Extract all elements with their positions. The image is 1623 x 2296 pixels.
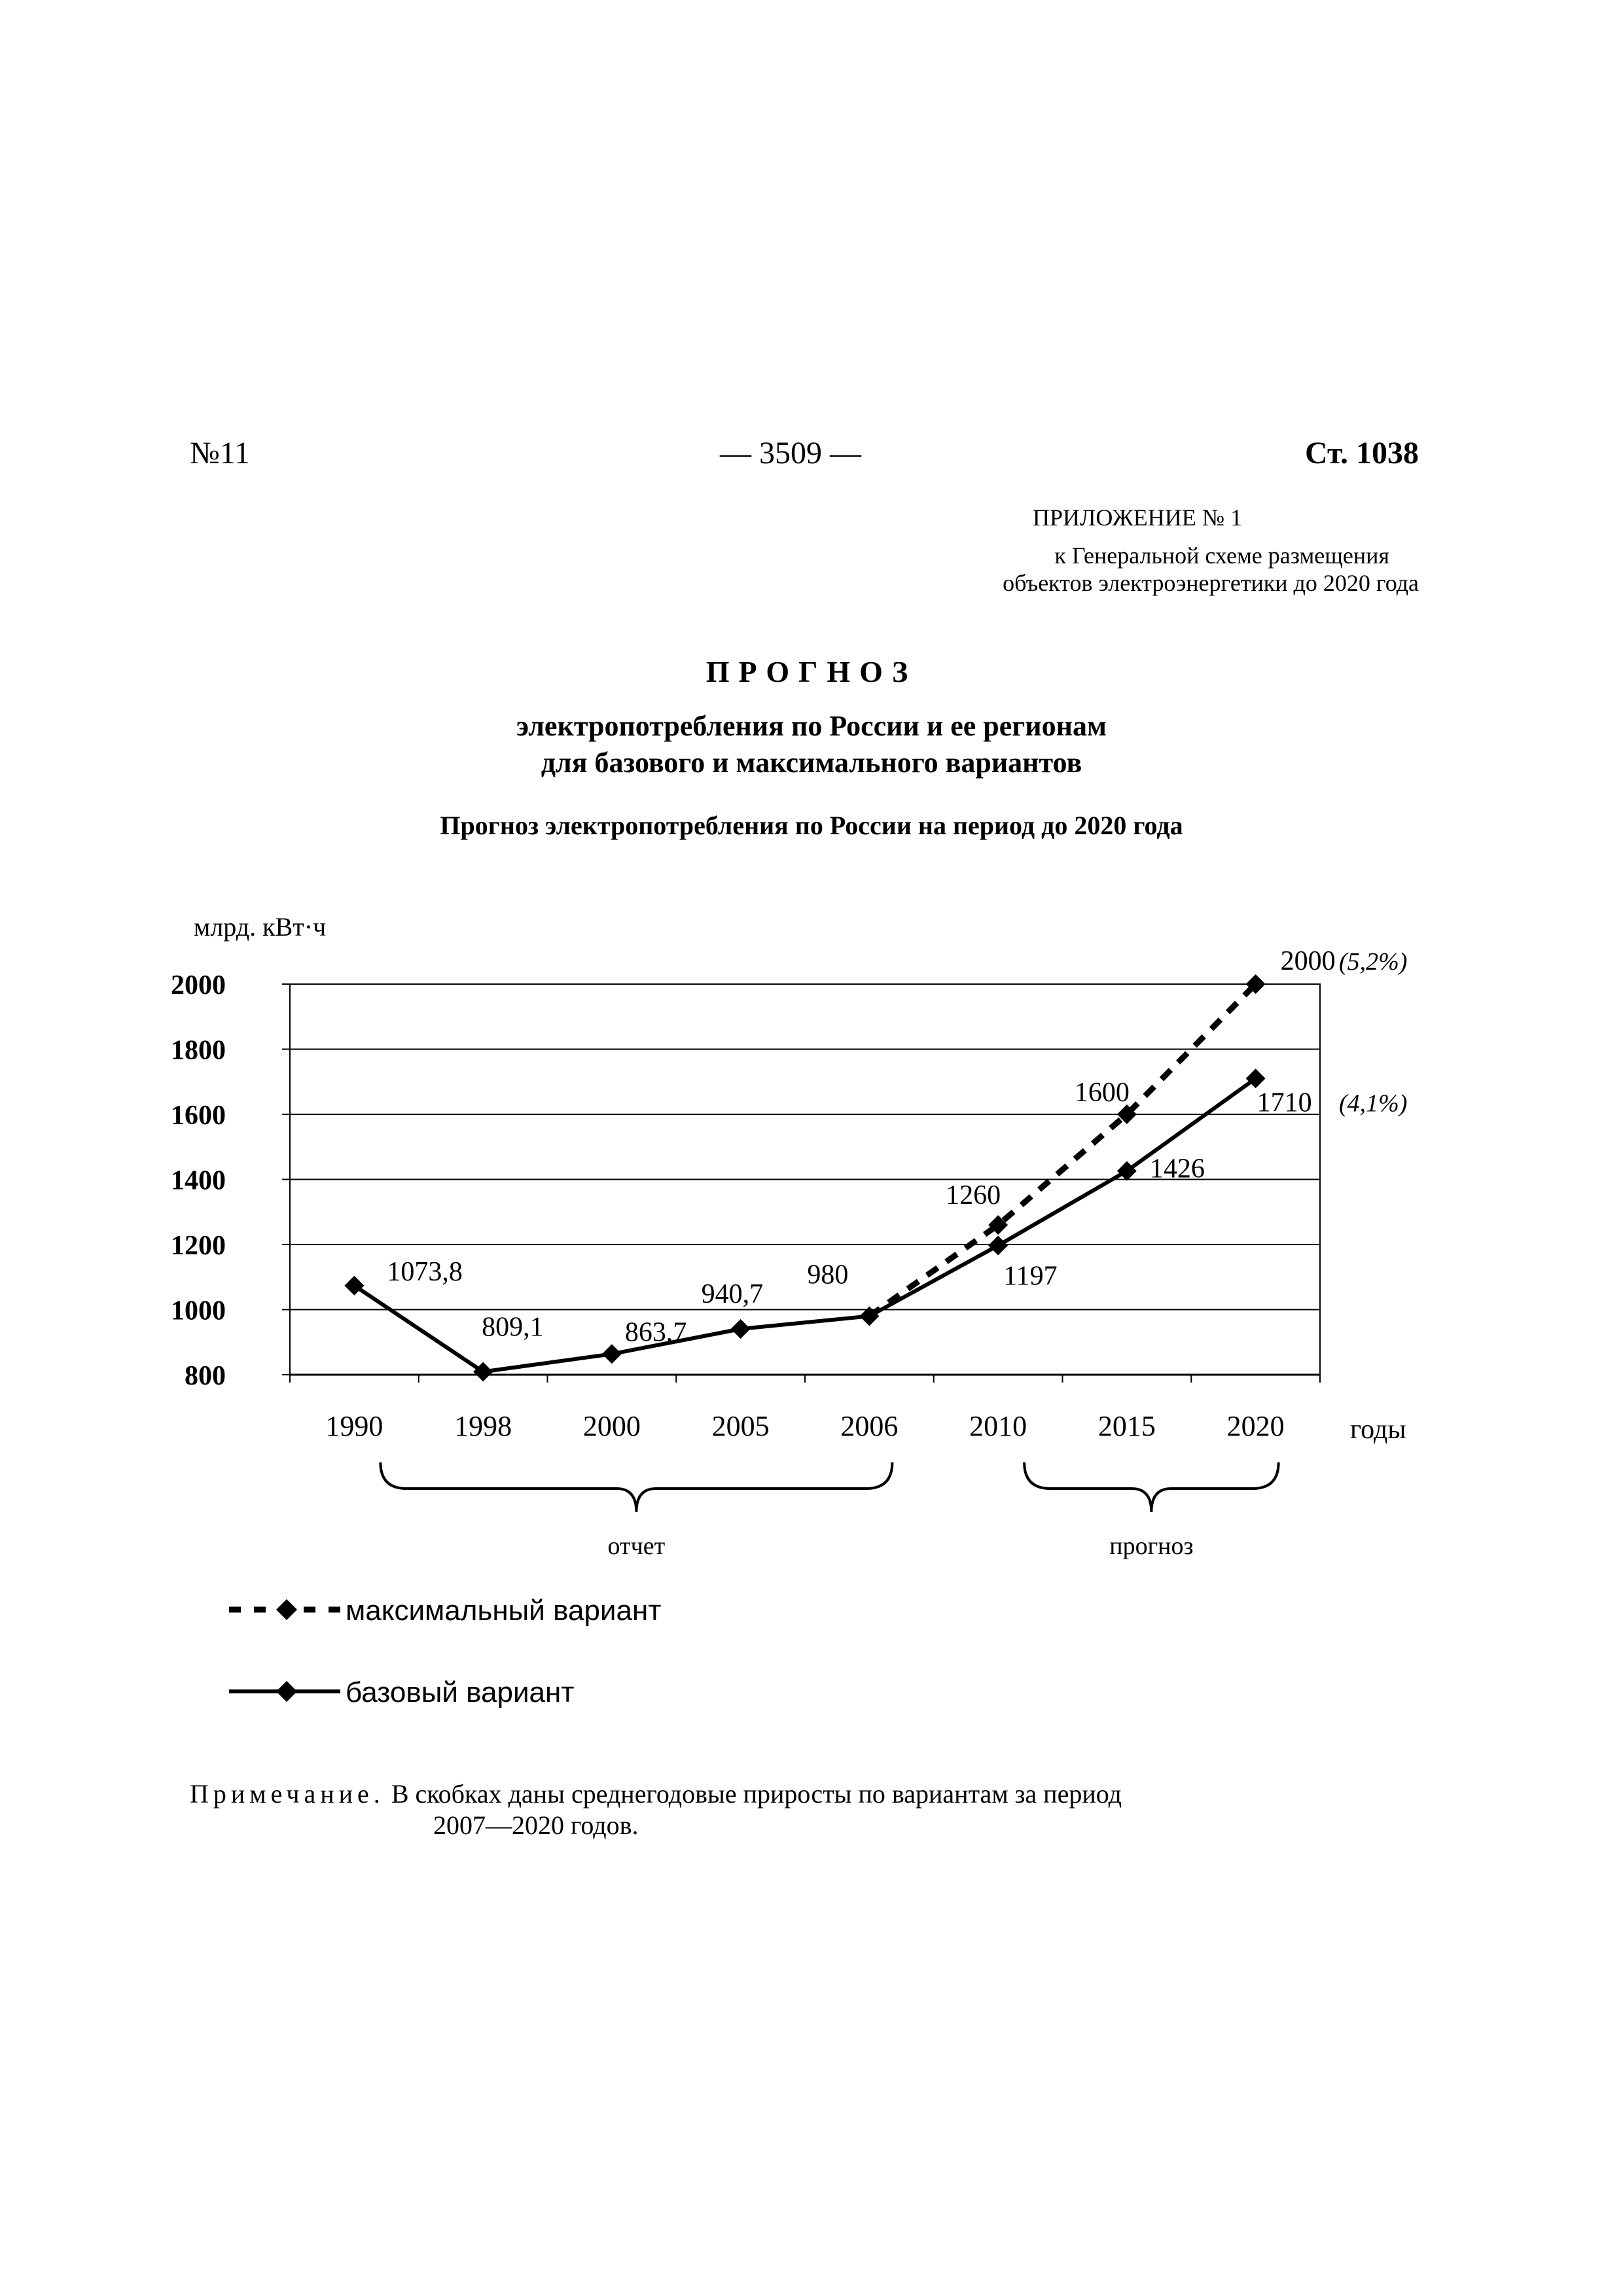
series-line-max xyxy=(869,984,1255,1316)
data-label-base: 1197 xyxy=(1003,1261,1058,1292)
chart-heading: Прогноз электропотребления по России на период до 2020 года xyxy=(440,811,1183,840)
legend-label-max: максимальный вариант xyxy=(346,1595,662,1627)
annotation-max-growth: (5,2%) xyxy=(1339,948,1408,976)
data-label-base: 1710 xyxy=(1257,1087,1312,1118)
x-tick-label: 2015 xyxy=(1097,1410,1156,1442)
legend-marker-max xyxy=(276,1599,297,1620)
issue-number: №11 xyxy=(190,436,251,470)
subtitle-line-1: электропотребления по России и ее регионам xyxy=(516,710,1107,742)
subtitle-line-2: для базового и максимального вариантов xyxy=(541,747,1082,779)
legend-marker-base xyxy=(276,1681,297,1702)
data-label-base: 809,1 xyxy=(482,1312,544,1343)
y-axis-label: млрд. кВт·ч xyxy=(194,912,327,942)
x-tick-label: 2005 xyxy=(711,1410,770,1442)
bracket-report xyxy=(380,1462,892,1512)
appendix-label: ПРИЛОЖЕНИЕ № 1 xyxy=(1033,504,1243,531)
x-tick-label: 1990 xyxy=(325,1410,383,1442)
article-number: Ст. 1038 xyxy=(1305,436,1419,470)
data-label-base: 980 xyxy=(807,1260,849,1290)
marker-base xyxy=(602,1344,622,1364)
document-title: ПРОГНОЗ xyxy=(705,655,918,688)
appendix-line-1: к Генеральной схеме размещения xyxy=(1054,542,1389,569)
note xyxy=(190,1778,1122,1810)
note-label: Примечание. xyxy=(190,1779,385,1809)
x-axis-label: годы xyxy=(1350,1415,1406,1445)
bracket-label-report: отчет xyxy=(607,1532,666,1560)
data-label-max: 2000 xyxy=(1280,946,1336,976)
x-tick-label: 2020 xyxy=(1226,1410,1285,1442)
page-number: — 3509 — xyxy=(720,436,861,470)
y-tick-label: 1600 xyxy=(171,1101,226,1131)
bracket-forecast xyxy=(1024,1462,1279,1512)
y-tick-label: 800 xyxy=(185,1361,226,1391)
annotation-base-growth: (4,1%) xyxy=(1339,1089,1408,1118)
data-label-max: 1600 xyxy=(1074,1078,1130,1108)
y-tick-label: 1200 xyxy=(171,1231,226,1261)
appendix-line-2: объектов электроэнергетики до 2020 года xyxy=(1003,570,1419,596)
data-label-max: 1260 xyxy=(946,1180,1001,1211)
y-tick-label: 1800 xyxy=(171,1035,226,1066)
y-tick-label: 1000 xyxy=(171,1296,226,1326)
y-tick-label: 1400 xyxy=(171,1165,226,1196)
data-label-base: 1073,8 xyxy=(387,1256,463,1287)
x-tick-label: 1998 xyxy=(454,1410,512,1442)
data-label-base: 940,7 xyxy=(701,1279,764,1310)
note-text-1: В скобках даны среднегодовые приросты по вариантам за период xyxy=(391,1779,1122,1809)
marker-base xyxy=(731,1319,751,1339)
data-label-base: 863,7 xyxy=(624,1317,687,1348)
note-text-2: 2007—2020 годов. xyxy=(433,1810,639,1840)
legend-label-base: базовый вариант xyxy=(346,1676,575,1708)
y-tick-label: 2000 xyxy=(171,970,226,1000)
bracket-label-forecast: прогноз xyxy=(1109,1532,1194,1560)
data-label-base: 1426 xyxy=(1149,1154,1205,1184)
x-tick-label: 2006 xyxy=(840,1410,899,1442)
marker-base xyxy=(988,1235,1008,1255)
x-tick-label: 2010 xyxy=(969,1410,1027,1442)
x-tick-label: 2000 xyxy=(582,1410,641,1442)
